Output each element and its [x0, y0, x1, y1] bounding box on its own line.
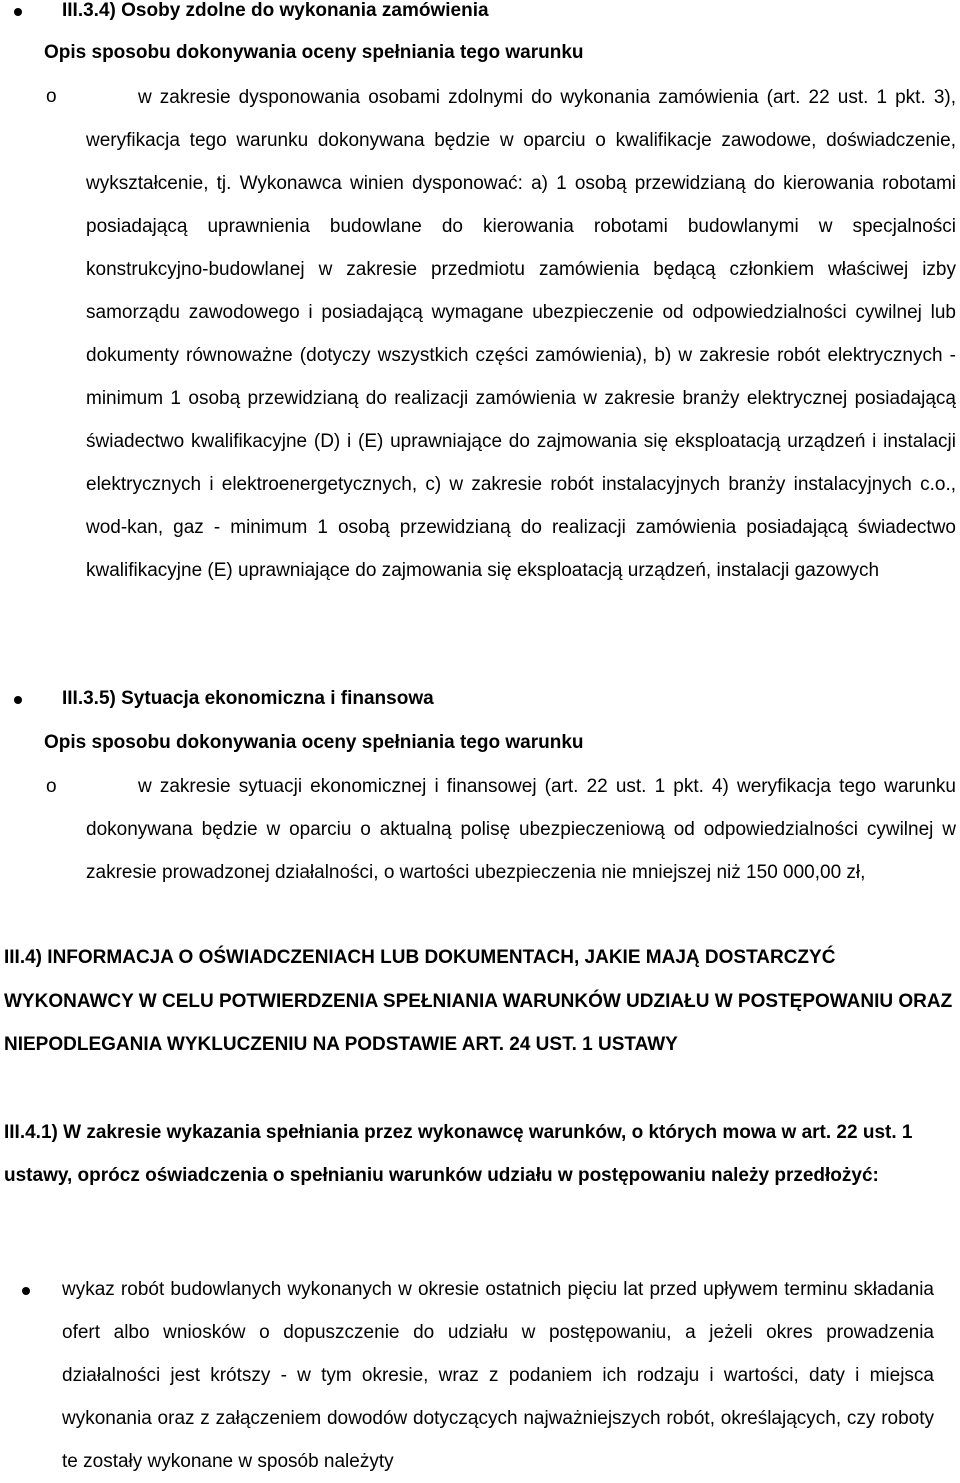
- bullet-icon: [14, 696, 22, 704]
- section-paragraph: w zakresie sytuacji ekonomicznej i finansowej (art. 22 ust. 1 pkt. 4) weryfikacja tego warunku dokonywana będzie w oparciu o aktualną polisę ubezpieczeniową od odpowiedzialności cywilnej w zakresie prowadzonej działalności, o wartości ubezpieczenia nie mniejszej niż 150 000,00 zł,: [86, 776, 956, 883]
- list-marker: o: [46, 776, 57, 797]
- bullet-icon: [22, 1287, 30, 1295]
- section-heading: III.4.1) W zakresie wykazania spełniania przez wykonawcę warunków, o których mowa w art. 22 ust. 1 ustawy, oprócz oświadczenia o spełnianiu warunków udziału w postępowaniu należy przedłożyć:: [4, 1122, 913, 1186]
- bullet-icon: [14, 8, 22, 16]
- section-heading: III.3.4) Osoby zdolne do wykonania zamówienia: [62, 0, 489, 21]
- list-marker: o: [46, 86, 57, 107]
- section-subheading: Opis sposobu dokonywania oceny spełniania tego warunku: [44, 42, 584, 63]
- list-item: wykaz robót budowlanych wykonanych w okresie ostatnich pięciu lat przed upływem terminu składania ofert albo wniosków o dopuszczenie do udziału w postępowaniu, a jeżeli okres prowadzenia działalności jest krótszy - w tym okresie, wraz z podaniem ich rodzaju i wartości, daty i miejsca wykonania oraz z załączeniem dowodów dotyczących najważniejszych robót, określających, czy roboty te zostały wykonane w sposób należyty: [62, 1279, 934, 1472]
- section-paragraph: w zakresie dysponowania osobami zdolnymi do wykonania zamówienia (art. 22 ust. 1 pkt. 3), weryfikacja tego warunku dokonywana będzie w oparciu o kwalifikacje zawodowe, doświadczenie, wykształcenie, tj. Wykonawca winien dysponować: a) 1 osobą przewidzianą do kierowania robotami posiadającą uprawnienia budowlane do kierowania robotami budowlanymi w specjalności konstrukcyjno-budowlanej w zakresie przedmiotu zamówienia będącą członkiem właściwej izby samorządu zawodowego i posiadającą wymagane ubezpieczenie od odpowiedzialności cywilnej lub dokumenty równoważne (dotyczy wszystkich części zamówienia), b) w zakresie robót elektrycznych - minimum 1 osobą przewidzianą do realizacji zamówienia w zakresie branży elektrycznej posiadającą świadectwo kwalifikacyjne (D) i (E) uprawniające do zajmowania się eksploatacją urządzeń i instalacji elektrycznych i elektroenergetycznych, c) w zakresie robót instalacyjnych branży instalacyjnych c.o., wod-kan, gaz - minimum 1 osobą przewidzianą do realizacji zamówienia posiadającą świadectwo kwalifikacyjne (E) uprawniające do zajmowania się eksploatacją urządzeń, instalacji gazowych: [86, 87, 956, 581]
- section-heading-caps: III.4) INFORMACJA O OŚWIADCZENIACH LUB DOKUMENTACH, JAKIE MAJĄ DOSTARCZYĆ WYKONAWCY W CELU POTWIERDZENIA SPEŁNIANIA WARUNKÓW UDZIAŁU W POSTĘPOWANIU ORAZ NIEPODLEGANIA WYKLUCZENIU NA PODSTAWIE ART. 24 UST. 1 USTAWY: [4, 947, 953, 1055]
- section-subheading: Opis sposobu dokonywania oceny spełniania tego warunku: [44, 732, 584, 753]
- section-heading: III.3.5) Sytuacja ekonomiczna i finansowa: [62, 688, 434, 709]
